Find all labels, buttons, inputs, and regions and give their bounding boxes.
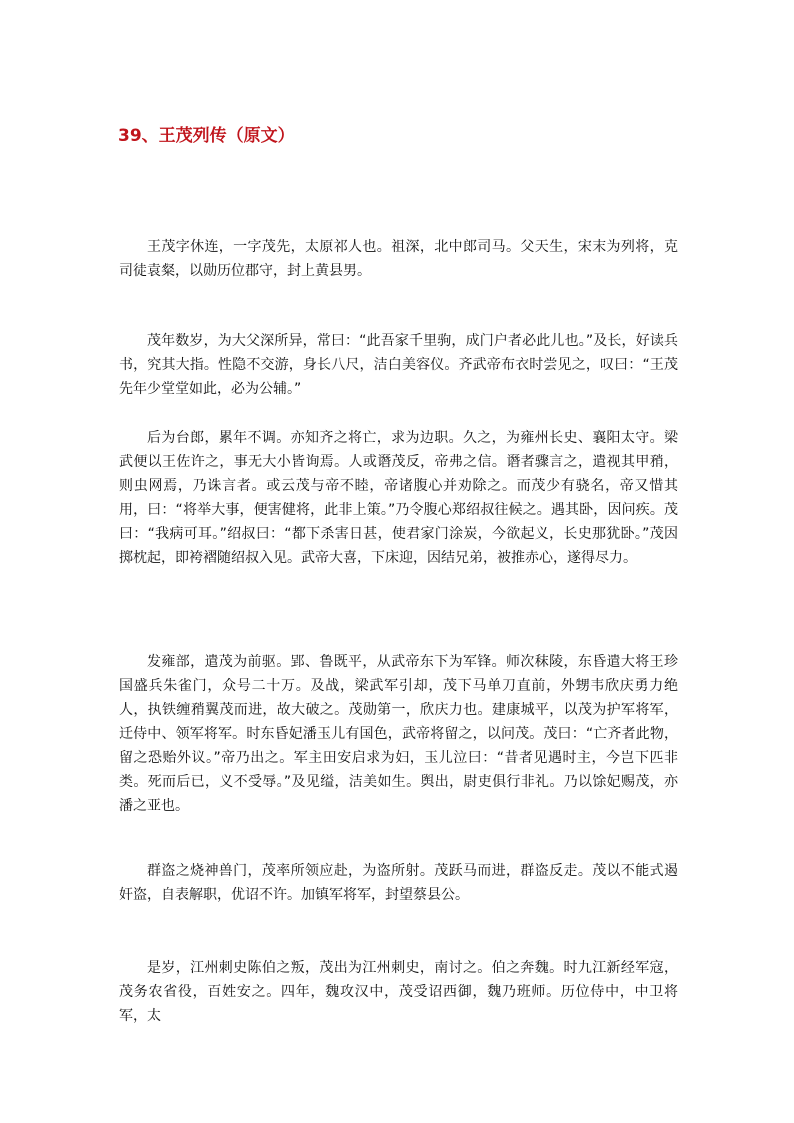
document-title: 39、王茂列传（原文） — [118, 126, 295, 146]
paragraph-6: 是岁，江州刺史陈伯之叛，茂出为江州刺史，南讨之。伯之奔魏。时九江新经军寇，茂务农省役，百姓安之。四年，魏攻汉中，茂受诏西御，魏乃班师。历位侍中，中卫将军，太 — [119, 960, 678, 1024]
paragraph-2: 茂年数岁，为大父深所异，常曰：“此吾家千里驹，成门户者必此儿也。”及长，好读兵书，究其大指。性隐不交游，身长八尺，洁白美容仪。齐武帝布衣时尝见之，叹曰：“王茂先年少堂堂如此，必为公辅。” — [119, 333, 678, 397]
paragraph-5: 群盗之烧神兽门，茂率所领应赴，为盗所射。茂跃马而进，群盗反走。茂以不能式遏奸盗，自表解职，优诏不许。加镇军将军，封望蔡县公。 — [119, 863, 678, 903]
paragraph-4: 发雍部，遣茂为前驱。郢、鲁既平，从武帝东下为军锋。师次秣陵，东昏遣大将王珍国盛兵朱雀门，众号二十万。及战，梁武军引却，茂下马单刀直前，外甥韦欣庆勇力绝人，执铁缠矟翼茂而进，故大破之。茂勋第一，欣庆力也。建康城平，以茂为护军将军，迁侍中、领军将军。时东昏妃潘玉儿有国色，武帝将留之，以问茂。茂曰：“亡齐者此物，留之恐贻外议。”帝乃出之。军主田安启求为妇，玉儿泣曰：“昔者见遇时主，今岂下匹非类。死而后已，义不受辱。”及见缢，洁美如生。舆出，尉吏俱行非礼。乃以馀妃赐茂，亦潘之亚也。 — [119, 654, 678, 814]
paragraph-3: 后为台郎，累年不调。亦知齐之将亡，求为边职。久之，为雍州长史、襄阳太守。梁武便以王佐许之，事无大小皆询焉。人或谮茂反，帝弗之信。谮者骤言之，遣视其甲矟，则虫网焉，乃诛言者。或云茂与帝不睦，帝诸腹心并劝除之。而茂少有骁名，帝又惜其用，曰：“将举大事，便害健将，此非上策。”乃令腹心郑绍叔往候之。遇其卧，因问疾。茂曰：“我病可耳。”绍叔曰：“都下杀害日甚，使君家门涂炭，今欲起义，长史那犹卧。”茂因掷枕起，即袴褶随绍叔入见。武帝大喜，下床迎，因结兄弟，被推赤心，遂得尽力。 — [119, 430, 678, 566]
paragraph-1: 王茂字休连，一字茂先，太原祁人也。祖深，北中郎司马。父天生，宋末为列将，克司徒袁粲，以勋历位郡守，封上黄县男。 — [119, 239, 678, 279]
